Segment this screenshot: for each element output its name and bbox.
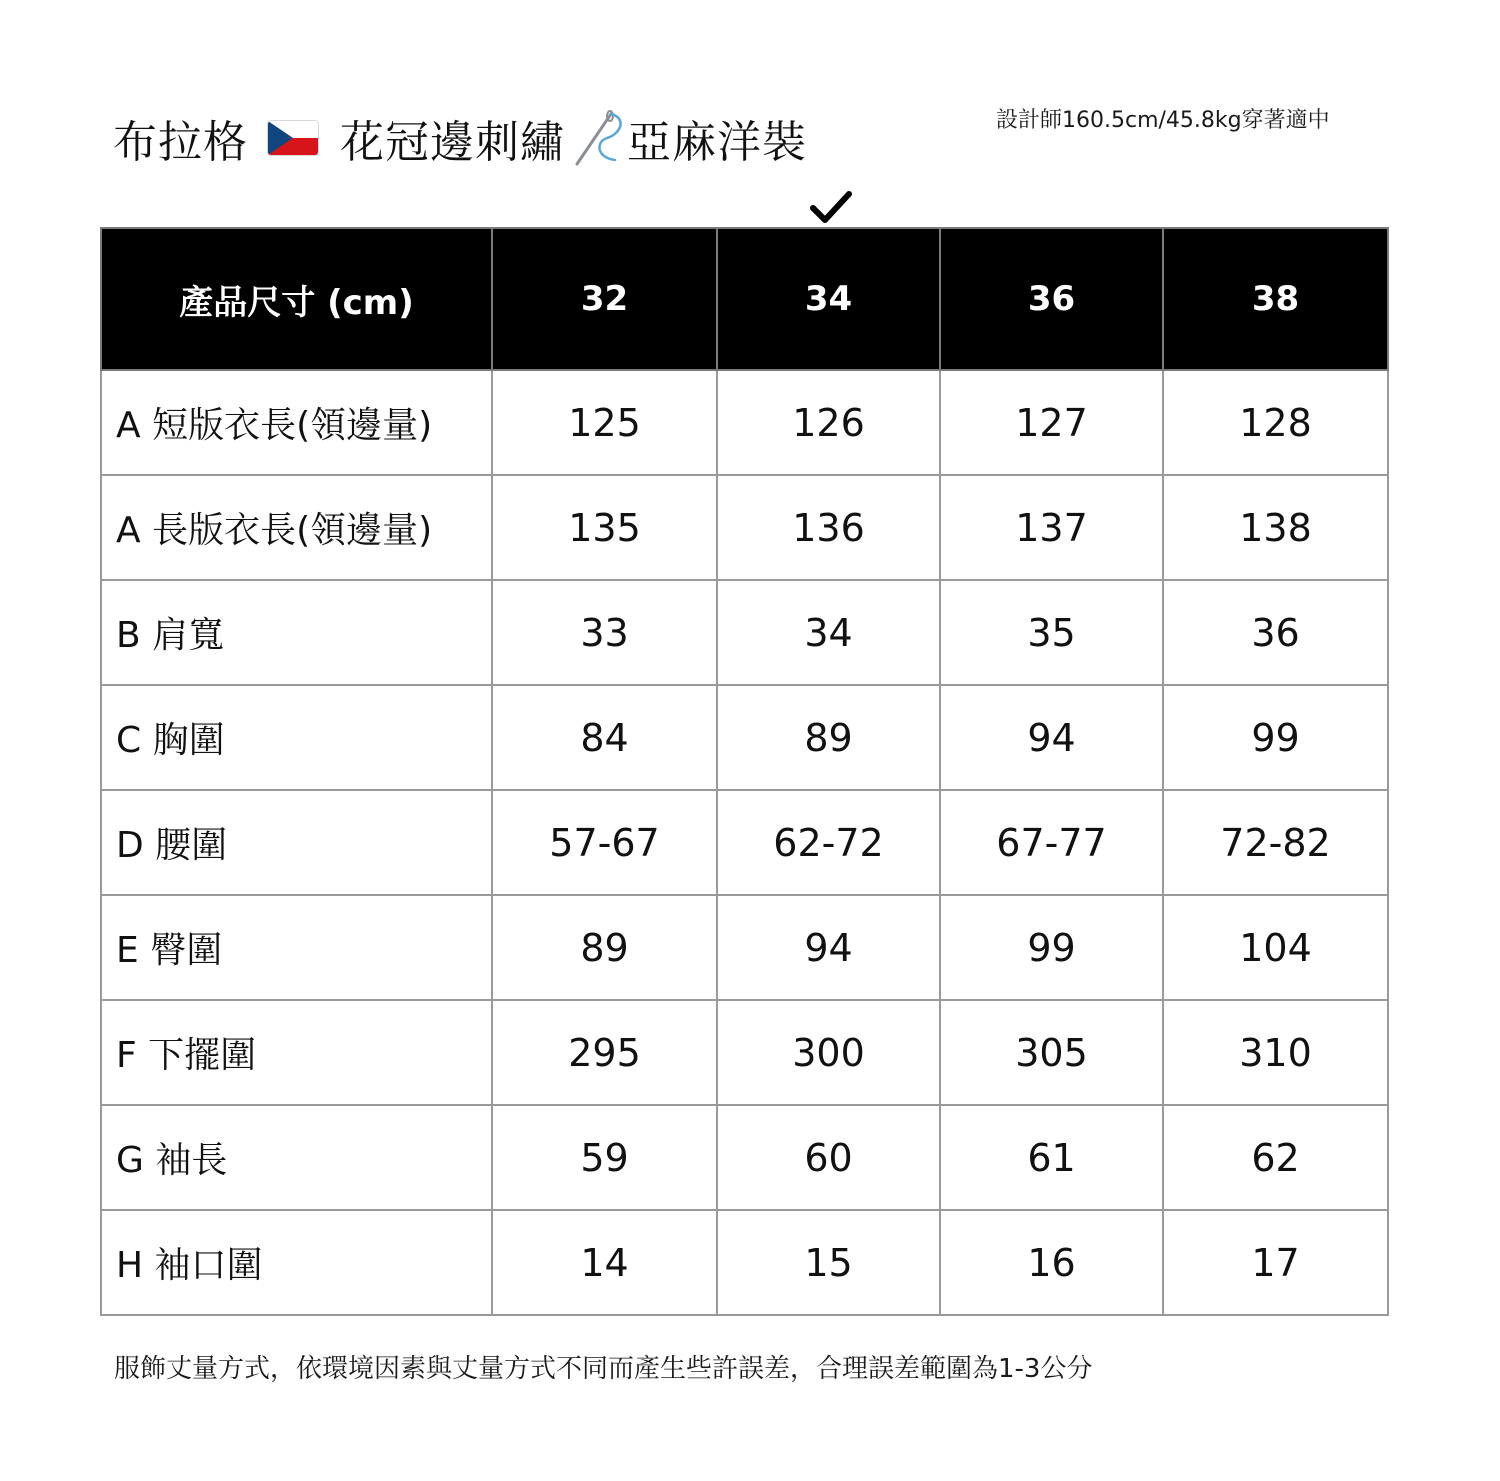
table-cell: 89	[717, 685, 940, 790]
size-36-header: 36	[940, 228, 1163, 370]
table-cell: 125	[492, 370, 717, 475]
size-32-header: 32	[492, 228, 717, 370]
header-label: 產品尺寸 (cm)	[101, 228, 492, 370]
needle-thread-icon	[571, 108, 627, 168]
table-cell: 34	[717, 580, 940, 685]
table-cell: 16	[940, 1210, 1163, 1315]
table-cell: 138	[1163, 475, 1388, 580]
table-cell: 15	[717, 1210, 940, 1315]
table-cell: 135	[492, 475, 717, 580]
size-34-header: 34	[717, 228, 940, 370]
table-cell: 89	[492, 895, 717, 1000]
row-label: B 肩寬	[101, 580, 492, 685]
table-cell: 67-77	[940, 790, 1163, 895]
table-row	[101, 895, 1388, 1000]
size-chart-table	[100, 227, 1389, 1316]
table-cell: 137	[940, 475, 1163, 580]
table-cell: 99	[940, 895, 1163, 1000]
row-label: H 袖口圍	[101, 1210, 492, 1315]
table-cell: 59	[492, 1105, 717, 1210]
title-text-prague: 布拉格	[113, 117, 248, 168]
table-cell: 57-67	[492, 790, 717, 895]
table-cell: 17	[1163, 1210, 1388, 1315]
table-cell: 14	[492, 1210, 717, 1315]
designer-note: 設計師160.5cm/45.8kg穿著適中	[996, 108, 1330, 133]
table-cell: 94	[717, 895, 940, 1000]
size-38-header: 38	[1163, 228, 1388, 370]
table-cell: 35	[940, 580, 1163, 685]
table-row	[101, 1210, 1388, 1315]
table-cell: 61	[940, 1105, 1163, 1210]
page-title	[113, 108, 807, 168]
table-cell: 33	[492, 580, 717, 685]
table-cell: 127	[940, 370, 1163, 475]
table-cell: 104	[1163, 895, 1388, 1000]
table-row	[101, 685, 1388, 790]
table-cell: 310	[1163, 1000, 1388, 1105]
table-row	[101, 580, 1388, 685]
table-cell: 305	[940, 1000, 1163, 1105]
table-cell: 126	[717, 370, 940, 475]
row-label: A 長版衣長(領邊量)	[101, 475, 492, 580]
title-text-linen-dress: 亞麻洋裝	[627, 117, 807, 168]
table-cell: 36	[1163, 580, 1388, 685]
table-row	[101, 370, 1388, 475]
title-text-embroidery: 花冠邊刺繡	[340, 117, 565, 168]
check-icon	[808, 188, 854, 228]
table-cell: 72-82	[1163, 790, 1388, 895]
table-cell: 300	[717, 1000, 940, 1105]
measurement-footnote: 服飾丈量方式，依環境因素與丈量方式不同而產生些許誤差，合理誤差範圍為1-3公分	[114, 1354, 1093, 1384]
table-cell: 60	[717, 1105, 940, 1210]
row-label: E 臀圍	[101, 895, 492, 1000]
table-header-row	[101, 228, 1388, 370]
table-cell: 94	[940, 685, 1163, 790]
table-cell: 62-72	[717, 790, 940, 895]
row-label: G 袖長	[101, 1105, 492, 1210]
table-cell: 84	[492, 685, 717, 790]
table-row	[101, 1000, 1388, 1105]
row-label: D 腰圍	[101, 790, 492, 895]
table-row	[101, 790, 1388, 895]
table-row	[101, 1105, 1388, 1210]
table-cell: 62	[1163, 1105, 1388, 1210]
czech-flag-icon	[268, 121, 318, 155]
table-cell: 295	[492, 1000, 717, 1105]
table-row	[101, 475, 1388, 580]
table-cell: 99	[1163, 685, 1388, 790]
table-cell: 136	[717, 475, 940, 580]
row-label: A 短版衣長(領邊量)	[101, 370, 492, 475]
row-label: C 胸圍	[101, 685, 492, 790]
row-label: F 下擺圍	[101, 1000, 492, 1105]
table-cell: 128	[1163, 370, 1388, 475]
